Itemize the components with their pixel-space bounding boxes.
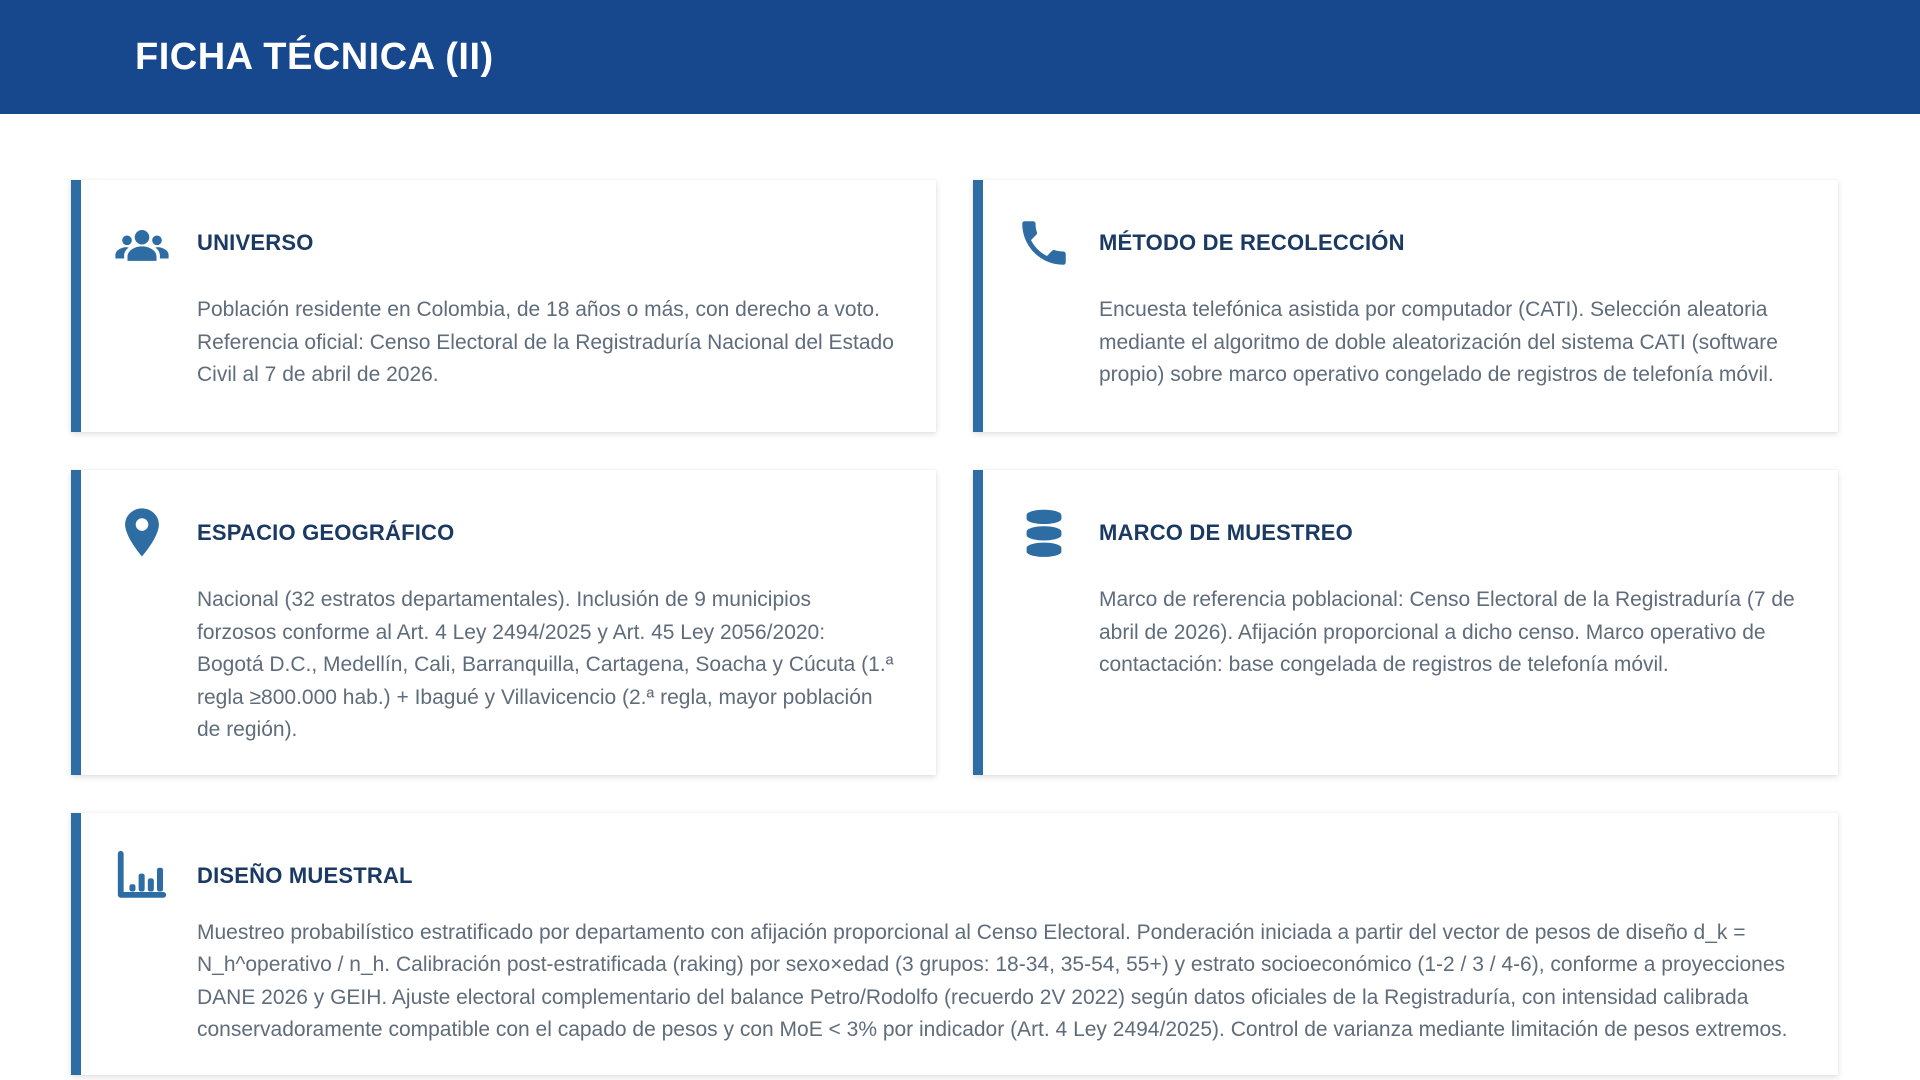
card-espacio-geografico: [71, 470, 936, 775]
card-title: ESPACIO GEOGRÁFICO: [197, 520, 455, 545]
card-title: DISEÑO MUESTRAL: [197, 862, 413, 888]
card-metodo-recoleccion: [973, 180, 1838, 432]
card-title: MARCO DE MUESTREO: [1099, 520, 1353, 545]
card-head: [1015, 504, 1798, 562]
card-body-text: Nacional (32 estratos departamentales). Inclusión de 9 municipios forzosos conforme al Art. 4 Ley 2494/2025 y Art. 45 Ley 2056/2020: Bogotá D.C., Medellín, Cali, Barranquilla, Cartagena, Soacha y Cúcuta (1.ª regla ≥800.000 hab.) + Ibagué y Villavicencio (2.ª regla, mayor población de región).: [197, 588, 894, 742]
database-icon: [1015, 504, 1099, 562]
users-icon: [113, 214, 197, 272]
card-diseno-muestral: [71, 813, 1838, 1075]
card-head: [1015, 214, 1798, 272]
card-body-text: Marco de referencia poblacional: Censo Electoral de la Registraduría (7 de abril de 2026). Afijación proporcional a dicho censo. Marco operativo de contactación: base congelada de registros de telefonía móvil.: [1099, 588, 1795, 677]
card-head: [113, 214, 896, 272]
card-head: [113, 847, 1798, 905]
phone-icon: [1015, 214, 1099, 272]
card-head: [113, 504, 896, 562]
card-body-text: Población residente en Colombia, de 18 años o más, con derecho a voto. Referencia oficial: Censo Electoral de la Registraduría Nacional del Estado Civil al 7 de abril de 2026.: [197, 298, 894, 387]
bar-chart-icon: [113, 847, 197, 905]
card-marco-muestreo: [973, 470, 1838, 775]
card-body-text: Muestreo probabilístico estratificado por departamento con afijación proporcional al Censo Electoral. Ponderación iniciada a partir del vector de pesos de diseño d_k = N_h^operativo / n_h. Calibración post-estratificada (raking) por sexo×edad (3 grupos: 18-34, 35-54, 55+) y estrato socioeconómico (1-2 / 3 / 4-6), conforme a proyecciones DANE 2026 y GEIH. Ajuste electoral complementario del balance Petro/Rodolfo (recuerdo 2V 2022) según datos oficiales de la Registraduría, con intensidad calibrada conservadoramente compatible con el capado de pesos y con MoE < 3% por indicador (Art. 4 Ley 2494/2025). Control de varianza mediante limitación de pesos extremos.: [197, 920, 1788, 1042]
map-pin-icon: [113, 504, 197, 562]
card-universo: [71, 180, 936, 432]
header-bar: [0, 0, 1920, 114]
card-title: MÉTODO DE RECOLECCIÓN: [1099, 230, 1405, 255]
cards-grid: [0, 180, 1920, 1075]
card-body-text: Encuesta telefónica asistida por computador (CATI). Selección aleatoria mediante el algoritmo de doble aleatorización del sistema CATI (software propio) sobre marco operativo congelado de registros de telefonía móvil.: [1099, 298, 1778, 387]
page-title: FICHA TÉCNICA (II): [135, 35, 494, 78]
card-title: UNIVERSO: [197, 230, 314, 255]
